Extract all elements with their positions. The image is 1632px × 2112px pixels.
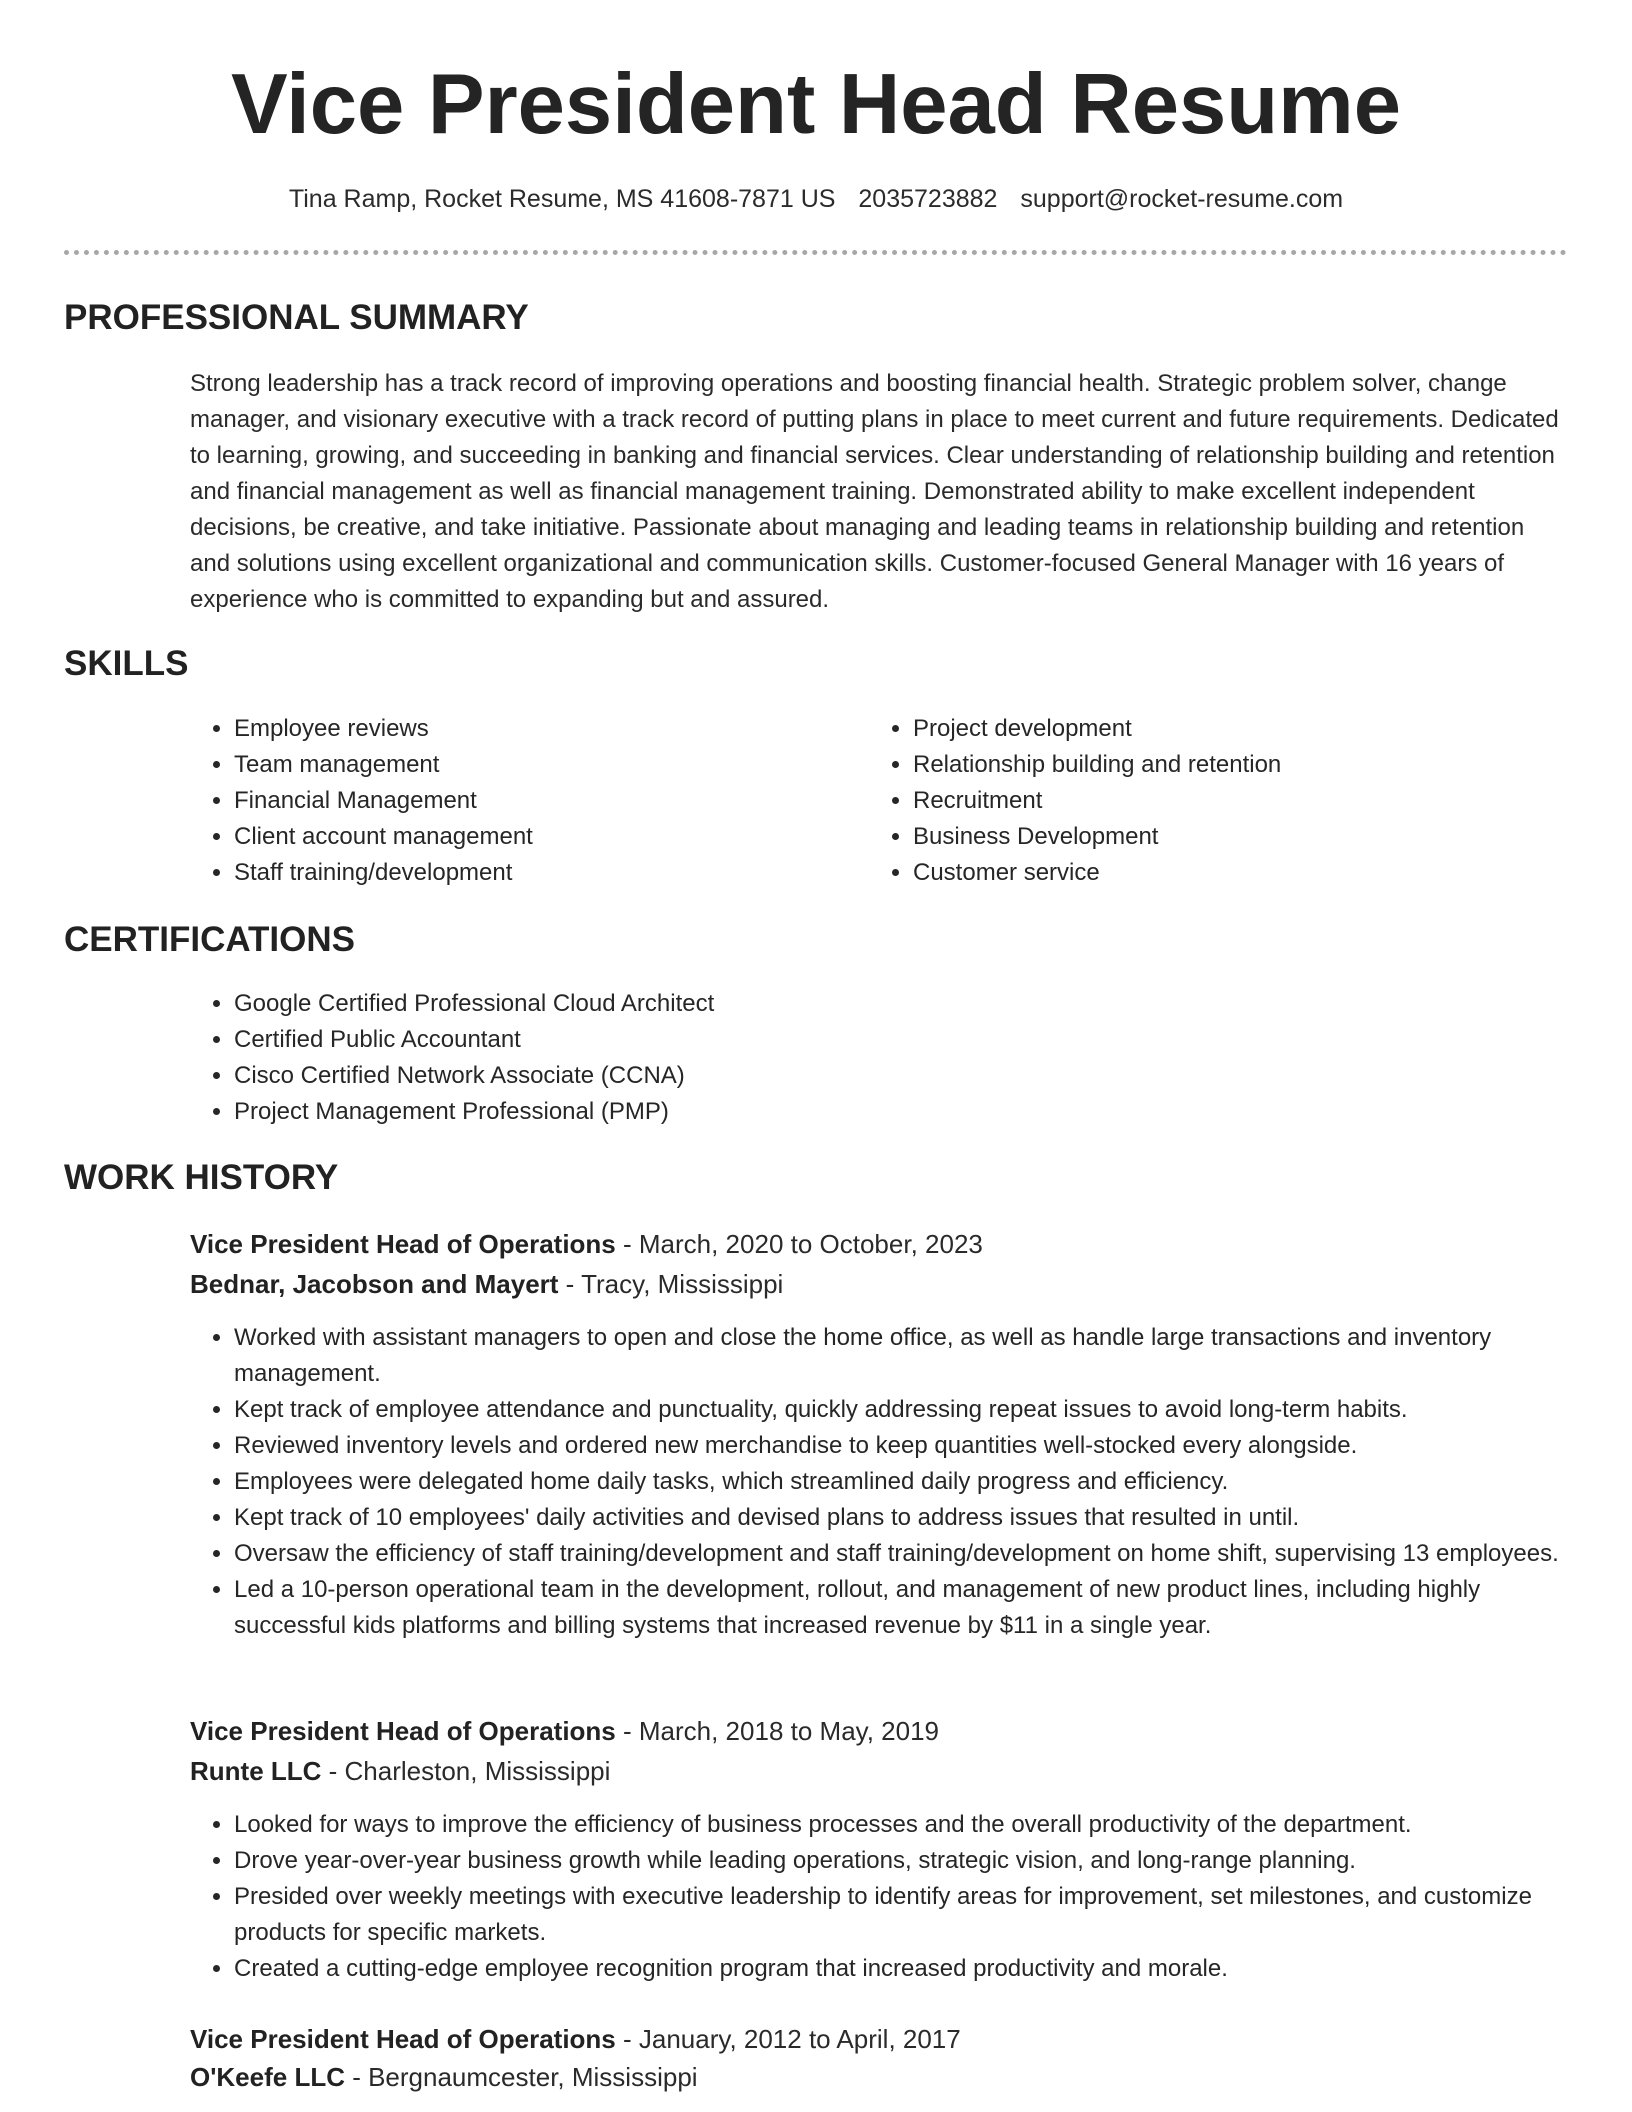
contact-address: Tina Ramp, Rocket Resume, MS 41608-7871 US (288, 185, 836, 213)
job-dates: March, 2018 to May, 2019 (638, 1716, 940, 1746)
separator: - (615, 1229, 639, 1259)
certification-item: • Cisco Certified Network Associate (CCNA) (234, 1058, 1534, 1094)
job-bullet: • Drove year-over-year business growth while leading operations, strategic vision, and long-range planning. (234, 1843, 1586, 1879)
job-company: Bednar, Jacobson and Mayert (190, 1269, 559, 1299)
job-bullet: • Kept track of 10 employees' daily activities and devised plans to address issues that resulted in until. (234, 1500, 1586, 1536)
separator: - (615, 1716, 639, 1746)
skills-list-left (190, 711, 874, 891)
job-title: Vice President Head of Operations (190, 1716, 616, 1746)
job-bullets (190, 1320, 1586, 1644)
separator: - (344, 2062, 369, 2092)
header-divider (64, 250, 1567, 255)
skill-item: • Financial Management (234, 783, 874, 819)
job-bullets (190, 1807, 1586, 1987)
contact-line (0, 182, 1632, 216)
job-bullet: • Created a cutting-edge employee recognition program that increased productivity and morale. (234, 1951, 1586, 1987)
skill-item: • Employee reviews (234, 711, 874, 747)
job-bullet: • Looked for ways to improve the efficiency of business processes and the overall productivity of the department. (234, 1807, 1586, 1843)
job-bullet: • Led a 10-person operational team in the development, rollout, and management of new product lines, including highly successful kids platforms and billing systems that increased revenue by $11 in a single year. (234, 1572, 1586, 1644)
separator: - (615, 2024, 639, 2054)
section-heading-work-history: WORK HISTORY (64, 1158, 339, 1197)
job-company: O'Keefe LLC (190, 2062, 345, 2092)
job-title: Vice President Head of Operations (190, 1229, 616, 1259)
section-heading-summary: PROFESSIONAL SUMMARY (64, 298, 529, 337)
job-title: Vice President Head of Operations (190, 2024, 616, 2054)
job-company-line (190, 1266, 783, 1302)
skill-item: • Staff training/development (234, 855, 874, 891)
job-bullet: • Employees were delegated home daily tasks, which streamlined daily progress and efficiency. (234, 1464, 1586, 1500)
contact-phone: 2035723882 (858, 185, 998, 213)
job-bullet: • Reviewed inventory levels and ordered new merchandise to keep quantities well-stocked every alongside. (234, 1428, 1586, 1464)
job-location: Tracy, Mississippi (581, 1269, 784, 1299)
certifications-list (190, 986, 1534, 1130)
job-company-line (190, 1753, 610, 1789)
job-location: Charleston, Mississippi (344, 1756, 611, 1786)
separator: - (321, 1756, 345, 1786)
skill-item: • Client account management (234, 819, 874, 855)
skill-item: • Relationship building and retention (913, 747, 1593, 783)
certification-item: • Certified Public Accountant (234, 1022, 1534, 1058)
job-title-line (190, 1226, 983, 1262)
certification-item: • Project Management Professional (PMP) (234, 1094, 1534, 1130)
contact-email: support@rocket-resume.com (1020, 185, 1344, 213)
skill-item: • Project development (913, 711, 1593, 747)
job-title-line (190, 2021, 961, 2057)
job-company-line (190, 2059, 698, 2095)
summary-text: Strong leadership has a track record of improving operations and boosting financial health. Strategic problem solver, change manager, and visionary executive with a track record of putting plans in place to meet current and future requirements. Dedicated to learning, growing, and succeeding in banking and financial services. Clear understanding of relationship building and retention and financial management as well as financial management training. Demonstrated ability to make excellent independent decisions, be creative, and take initiative. Passionate about managing and leading teams in relationship building and retention and solutions using excellent organizational and communication skills. Customer-focused General Manager with 16 years of experience who is committed to expanding but and assured. (190, 370, 1559, 613)
job-dates: January, 2012 to April, 2017 (638, 2024, 961, 2054)
job-bullet: • Oversaw the efficiency of staff training/development and staff training/development on home shift, supervising 13 employees. (234, 1536, 1586, 1572)
skill-item: • Recruitment (913, 783, 1593, 819)
job-bullet: • Kept track of employee attendance and punctuality, quickly addressing repeat issues to avoid long-term habits. (234, 1392, 1586, 1428)
job-bullet: • Presided over weekly meetings with executive leadership to identify areas for improvement, set milestones, and customize products for specific markets. (234, 1879, 1586, 1951)
job-company: Runte LLC (190, 1756, 322, 1786)
job-bullet: • Worked with assistant managers to open and close the home office, as well as handle large transactions and inventory management. (234, 1320, 1586, 1392)
job-dates: March, 2020 to October, 2023 (638, 1229, 983, 1259)
skills-list-right (869, 711, 1593, 891)
certification-item: • Google Certified Professional Cloud Architect (234, 986, 1534, 1022)
section-heading-skills: SKILLS (64, 644, 189, 683)
job-title-line (190, 1713, 939, 1749)
skill-item: • Team management (234, 747, 874, 783)
job-location: Bergnaumcester, Mississippi (368, 2062, 698, 2092)
separator: - (558, 1269, 582, 1299)
skill-item: • Business Development (913, 819, 1593, 855)
section-heading-certifications: CERTIFICATIONS (64, 920, 356, 959)
skill-item: • Customer service (913, 855, 1593, 891)
resume-title: Vice President Head Resume (230, 57, 1402, 152)
